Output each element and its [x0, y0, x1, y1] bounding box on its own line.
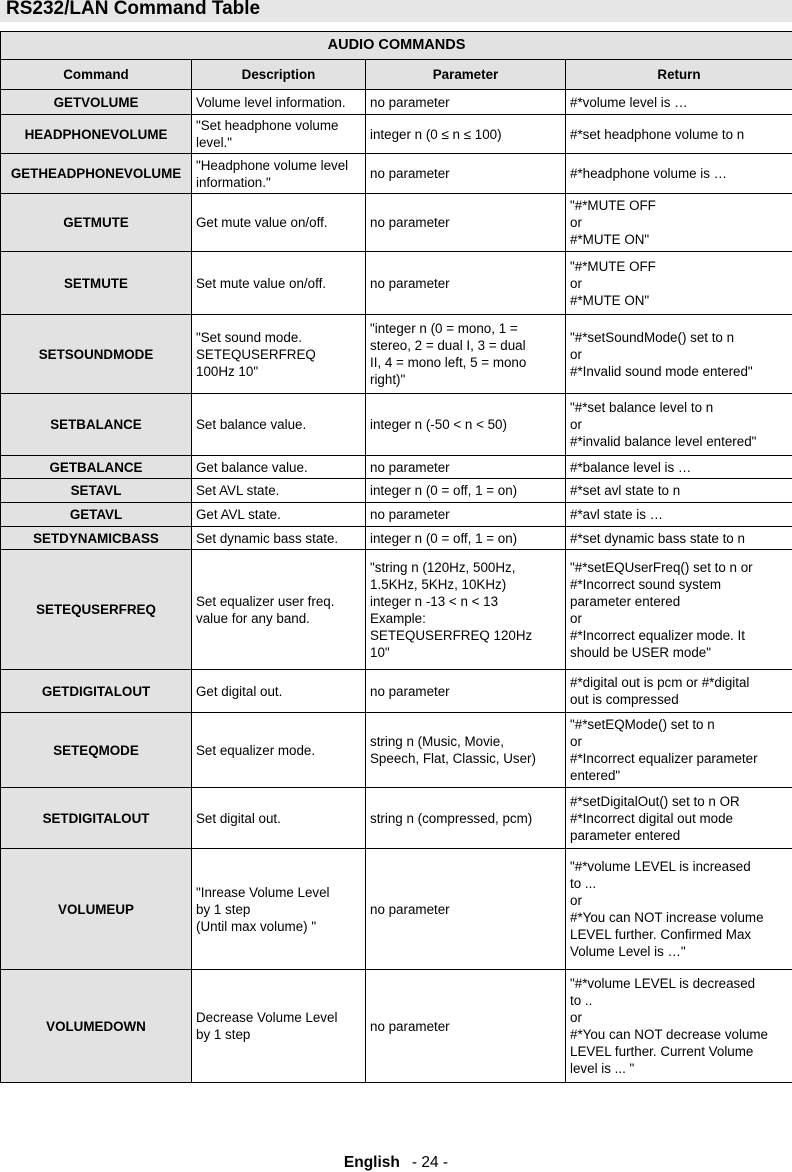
command-cell: SETAVL	[1, 479, 192, 503]
command-cell: SETBALANCE	[1, 394, 192, 456]
cell-line: "#*setEQUserFreq() set to n or	[570, 559, 753, 575]
command-table	[0, 31, 792, 1083]
cell-line: no parameter	[370, 1018, 450, 1034]
cell-line: level."	[196, 135, 233, 150]
cell-line: string n (compressed, pcm)	[370, 810, 533, 826]
cell-line: #*set avl state to n	[570, 483, 681, 498]
table-row	[1, 115, 792, 154]
command-cell: GETDIGITALOUT	[1, 670, 192, 713]
table-row	[1, 252, 792, 315]
return-cell	[566, 115, 792, 154]
cell-line: by 1 step	[196, 1027, 251, 1042]
description-cell	[192, 670, 366, 713]
table-row	[1, 154, 792, 194]
cell-line: #*Incorrect equalizer parameter	[570, 751, 758, 766]
section-title: AUDIO COMMANDS	[1, 32, 792, 60]
return-cell	[566, 252, 792, 315]
cell-line: Volume level information.	[196, 94, 346, 110]
command-cell: VOLUMEUP	[1, 849, 192, 970]
cell-line: to ...	[570, 876, 597, 891]
cell-line: #*Invalid sound mode entered"	[570, 363, 753, 379]
cell-line: string n (Music, Movie,	[370, 734, 504, 749]
command-cell: GETBALANCE	[1, 456, 192, 479]
cell-line: no parameter	[370, 94, 450, 110]
cell-line: or	[570, 610, 582, 626]
cell-line: #*volume level is …	[570, 94, 688, 110]
command-cell: SETDYNAMICBASS	[1, 527, 192, 550]
cell-line: no parameter	[370, 683, 450, 699]
description-cell	[192, 154, 366, 194]
cell-line: #*You can NOT increase volume	[570, 910, 764, 925]
cell-line: 1.5KHz, 5KHz, 10KHz)	[370, 576, 507, 592]
description-cell	[192, 713, 366, 788]
description-cell	[192, 550, 366, 670]
cell-line: Set dynamic bass state.	[196, 530, 339, 546]
cell-line: entered"	[570, 768, 621, 783]
description-cell	[192, 252, 366, 315]
parameter-cell	[366, 194, 566, 252]
cell-line: Set equalizer user freq.	[196, 593, 335, 609]
command-cell: GETMUTE	[1, 194, 192, 252]
table-body	[1, 90, 792, 1083]
description-cell	[192, 849, 366, 970]
description-cell	[192, 527, 366, 550]
cell-line: "integer n (0 = mono, 1 =	[370, 321, 518, 336]
column-header-parameter: Parameter	[366, 60, 566, 90]
cell-line: integer n (0 ≤ n ≤ 100)	[370, 126, 502, 142]
cell-line: no parameter	[370, 166, 450, 181]
table-row	[1, 713, 792, 788]
parameter-cell	[366, 503, 566, 527]
return-cell	[566, 970, 792, 1083]
cell-line: Speech, Flat, Classic, User)	[370, 751, 536, 766]
cell-line: stereo, 2 = dual I, 3 = dual	[370, 338, 526, 353]
cell-line: integer n -13 < n < 13	[370, 593, 499, 609]
cell-line: #*Incorrect sound system	[570, 576, 722, 592]
return-cell	[566, 527, 792, 550]
parameter-cell	[366, 849, 566, 970]
table-row	[1, 970, 792, 1083]
cell-line: Get balance value.	[196, 459, 308, 475]
description-cell	[192, 479, 366, 503]
cell-line: or	[570, 1010, 582, 1025]
cell-line: #*balance level is …	[570, 459, 692, 475]
cell-line: "#*setEQMode() set to n	[570, 717, 715, 732]
cell-line: Get mute value on/off.	[196, 215, 328, 230]
description-cell	[192, 394, 366, 456]
cell-line: #*set headphone volume to n	[570, 126, 745, 142]
table-row	[1, 456, 792, 479]
table-row	[1, 503, 792, 527]
cell-line: "Headphone volume level	[196, 157, 349, 173]
cell-line: no parameter	[370, 459, 450, 475]
cell-line: Volume Level is …"	[570, 944, 686, 959]
parameter-cell	[366, 550, 566, 670]
cell-line: "string n (120Hz, 500Hz,	[370, 559, 516, 575]
cell-line: "Inrease Volume Level	[196, 884, 330, 900]
description-cell	[192, 90, 366, 115]
cell-line: out is compressed	[570, 692, 679, 707]
cell-line: Set digital out.	[196, 810, 281, 826]
cell-line: #*digital out is pcm or #*digital	[570, 675, 750, 690]
description-cell	[192, 194, 366, 252]
cell-line: information."	[196, 174, 271, 190]
cell-line: Set AVL state.	[196, 483, 280, 498]
return-cell	[566, 503, 792, 527]
cell-line: Get AVL state.	[196, 507, 281, 522]
cell-line: SETEQUSERFREQ	[196, 346, 316, 362]
description-cell	[192, 456, 366, 479]
column-header-row	[1, 60, 792, 90]
cell-line: SETEQUSERFREQ 120Hz	[370, 627, 533, 643]
page-footer	[0, 1154, 792, 1172]
cell-line: 100Hz 10"	[196, 363, 259, 379]
cell-line: value for any band.	[196, 610, 310, 626]
cell-line: or	[570, 417, 582, 432]
table-row	[1, 849, 792, 970]
cell-line: integer n (0 = off, 1 = on)	[370, 483, 518, 498]
cell-line: integer n (0 = off, 1 = on)	[370, 530, 518, 546]
table-row	[1, 90, 792, 115]
cell-line: or	[570, 275, 582, 291]
cell-line: #*avl state is …	[570, 507, 664, 522]
cell-line: parameter entered	[570, 827, 681, 843]
cell-line: "#*MUTE OFF	[570, 258, 656, 274]
cell-line: parameter entered	[570, 593, 681, 609]
return-cell	[566, 788, 792, 849]
description-cell	[192, 315, 366, 394]
parameter-cell	[366, 479, 566, 503]
command-cell: SETEQUSERFREQ	[1, 550, 192, 670]
cell-line: level is ... "	[570, 1061, 635, 1076]
cell-line: #*MUTE ON"	[570, 232, 650, 247]
command-cell: VOLUMEDOWN	[1, 970, 192, 1083]
return-cell	[566, 713, 792, 788]
cell-line: or	[570, 346, 582, 362]
parameter-cell	[366, 315, 566, 394]
return-cell	[566, 315, 792, 394]
cell-line: #*headphone volume is …	[570, 166, 728, 181]
command-cell: GETAVL	[1, 503, 192, 527]
table-row	[1, 788, 792, 849]
cell-line: #*MUTE ON"	[570, 292, 650, 308]
section-row	[1, 32, 792, 60]
cell-line: "Set sound mode.	[196, 329, 302, 345]
cell-line: "#*volume LEVEL is decreased	[570, 976, 756, 991]
cell-line: right)"	[370, 372, 406, 387]
parameter-cell	[366, 670, 566, 713]
cell-line: no parameter	[370, 901, 450, 917]
cell-line: (Until max volume) "	[196, 918, 317, 934]
command-cell: SETEQMODE	[1, 713, 192, 788]
description-cell	[192, 970, 366, 1083]
cell-line: LEVEL further. Confirmed Max	[570, 927, 752, 942]
cell-line: "#*volume LEVEL is increased	[570, 859, 751, 874]
cell-line: no parameter	[370, 215, 450, 230]
return-cell	[566, 194, 792, 252]
cell-line: Get digital out.	[196, 683, 283, 699]
parameter-cell	[366, 394, 566, 456]
cell-line: #*Incorrect equalizer mode. It	[570, 627, 745, 643]
cell-line: Set equalizer mode.	[196, 742, 316, 758]
table-row	[1, 394, 792, 456]
return-cell	[566, 456, 792, 479]
table-row	[1, 479, 792, 503]
cell-line: "#*MUTE OFF	[570, 198, 656, 213]
table-row	[1, 670, 792, 713]
column-header-return: Return	[566, 60, 792, 90]
cell-line: "#*set balance level to n	[570, 400, 714, 415]
description-cell	[192, 115, 366, 154]
cell-line: Example:	[370, 610, 426, 626]
footer-page-number: - 24 -	[411, 1154, 449, 1171]
parameter-cell	[366, 154, 566, 194]
command-cell: SETSOUNDMODE	[1, 315, 192, 394]
cell-line: 10"	[370, 644, 390, 660]
table-row	[1, 527, 792, 550]
command-cell: GETVOLUME	[1, 90, 192, 115]
return-cell	[566, 670, 792, 713]
cell-line: no parameter	[370, 275, 450, 291]
cell-line: Set mute value on/off.	[196, 275, 327, 291]
cell-line: integer n (-50 < n < 50)	[370, 417, 507, 432]
cell-line: #*setDigitalOut() set to n OR	[570, 793, 740, 809]
return-cell	[566, 550, 792, 670]
cell-line: or	[570, 893, 582, 908]
cell-line: "Set headphone volume	[196, 118, 339, 133]
description-cell	[192, 788, 366, 849]
cell-line: "#*setSoundMode() set to n	[570, 329, 735, 345]
parameter-cell	[366, 527, 566, 550]
table-row	[1, 550, 792, 670]
cell-line: Set balance value.	[196, 417, 307, 432]
cell-line: #*You can NOT decrease volume	[570, 1027, 769, 1042]
return-cell	[566, 90, 792, 115]
table-row	[1, 315, 792, 394]
parameter-cell	[366, 90, 566, 115]
return-cell	[566, 394, 792, 456]
page-title: RS232/LAN Command Table	[6, 0, 261, 19]
command-cell: SETDIGITALOUT	[1, 788, 192, 849]
return-cell	[566, 479, 792, 503]
table-row	[1, 194, 792, 252]
cell-line: to ..	[570, 993, 593, 1008]
column-header-command: Command	[1, 60, 192, 90]
page-header-band	[0, 0, 792, 22]
cell-line: Decrease Volume Level	[196, 1010, 338, 1025]
cell-line: #*set dynamic bass state to n	[570, 530, 745, 546]
return-cell	[566, 154, 792, 194]
cell-line: or	[570, 734, 582, 749]
cell-line: by 1 step	[196, 901, 251, 917]
command-cell: SETMUTE	[1, 252, 192, 315]
return-cell	[566, 849, 792, 970]
parameter-cell	[366, 970, 566, 1083]
column-header-description: Description	[192, 60, 366, 90]
cell-line: or	[570, 215, 582, 230]
parameter-cell	[366, 713, 566, 788]
cell-line: no parameter	[370, 507, 450, 522]
cell-line: II, 4 = mono left, 5 = mono	[370, 355, 527, 370]
parameter-cell	[366, 788, 566, 849]
cell-line: #*invalid balance level entered"	[570, 434, 757, 449]
description-cell	[192, 503, 366, 527]
cell-line: LEVEL further. Current Volume	[570, 1044, 754, 1059]
parameter-cell	[366, 456, 566, 479]
parameter-cell	[366, 115, 566, 154]
parameter-cell	[366, 252, 566, 315]
cell-line: should be USER mode"	[570, 644, 711, 660]
command-cell: GETHEADPHONEVOLUME	[1, 154, 192, 194]
footer-language: English	[343, 1154, 400, 1171]
cell-line: #*Incorrect digital out mode	[570, 810, 734, 826]
command-cell: HEADPHONEVOLUME	[1, 115, 192, 154]
